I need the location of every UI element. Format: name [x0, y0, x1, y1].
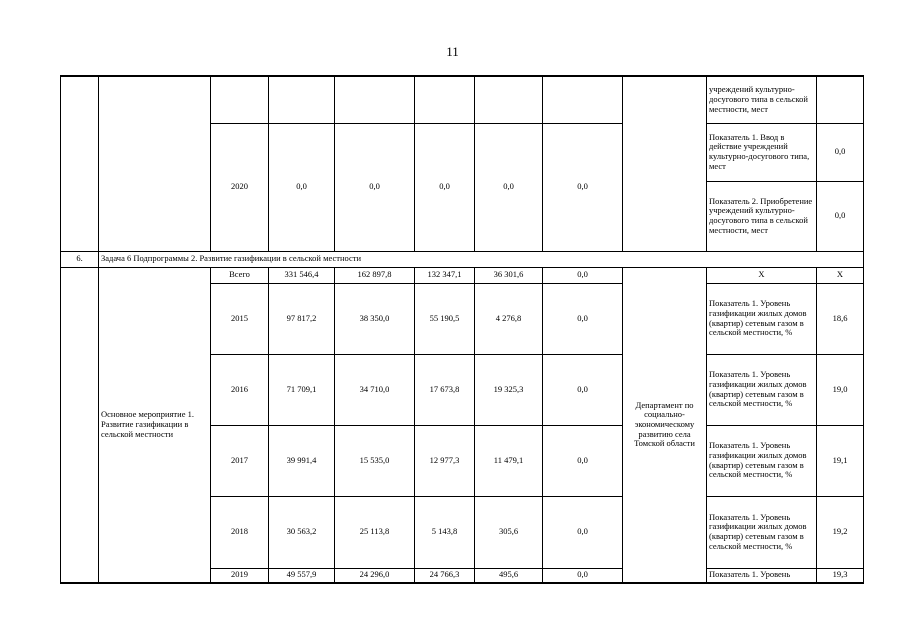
cell-v3: 5 143,8 — [415, 496, 475, 568]
cell-v1: 0,0 — [269, 123, 335, 251]
cell-year: 2015 — [211, 283, 269, 354]
cell-v4: 4 276,8 — [475, 283, 543, 354]
cell-v1: 331 546,4 — [269, 267, 335, 283]
cell-year: 2019 — [211, 568, 269, 583]
cell-v1: 49 557,9 — [269, 568, 335, 583]
cell-v3: 132 347,1 — [415, 267, 475, 283]
cell-indicator: Показатель 1. Уровень газификации жилых домов (квартир) сетевым газом в сельской местности, % — [707, 354, 817, 425]
cell-v2: 38 350,0 — [335, 283, 415, 354]
cell-v3: 55 190,5 — [415, 283, 475, 354]
task-row — [61, 251, 864, 267]
cell-v2: 34 710,0 — [335, 354, 415, 425]
cell-value: 19,2 — [817, 496, 864, 568]
cell-v5: 0,0 — [543, 568, 623, 583]
cell-indicator: Показатель 1. Уровень газификации жилых домов (квартир) сетевым газом в сельской местности, % — [707, 283, 817, 354]
cell-v1 — [269, 76, 335, 123]
cell-v4: 495,6 — [475, 568, 543, 583]
cell-value: 0,0 — [817, 123, 864, 181]
cell-value: Х — [817, 267, 864, 283]
cell-indicator: Показатель 1. Ввод в действие учреждений культурно-досугового типа, мест — [707, 123, 817, 181]
cell-v5: 0,0 — [543, 267, 623, 283]
cell-v2: 0,0 — [335, 123, 415, 251]
cell-value: 19,3 — [817, 568, 864, 583]
cell-v3 — [415, 76, 475, 123]
cell-value: 19,1 — [817, 425, 864, 496]
cell-v2: 162 897,8 — [335, 267, 415, 283]
cell-v3: 24 766,3 — [415, 568, 475, 583]
cell-v2: 15 535,0 — [335, 425, 415, 496]
cell-num — [61, 267, 99, 583]
activity-executor: Департамент по социально-экономическому развитию села Томской области — [623, 267, 707, 583]
cell-v3: 12 977,3 — [415, 425, 475, 496]
cell-value — [817, 76, 864, 123]
cell-year: Всего — [211, 267, 269, 283]
cell-v1: 30 563,2 — [269, 496, 335, 568]
cell-indicator: Показатель 1. Уровень — [707, 568, 817, 583]
cell-v3: 0,0 — [415, 123, 475, 251]
cell-value: 18,6 — [817, 283, 864, 354]
task-number: 6. — [61, 251, 99, 267]
task-title: Задача 6 Подпрограммы 2. Развитие газификации в сельской местности — [99, 251, 864, 267]
cell-indicator: Показатель 2. Приобретение учреждений культурно-досугового типа в сельской местности, мест — [707, 181, 817, 251]
cell-v3: 17 673,8 — [415, 354, 475, 425]
cell-v5: 0,0 — [543, 496, 623, 568]
cell-v4: 19 325,3 — [475, 354, 543, 425]
cell-v2: 25 113,8 — [335, 496, 415, 568]
cell-v2: 24 296,0 — [335, 568, 415, 583]
cell-year: 2018 — [211, 496, 269, 568]
cell-v4: 36 301,6 — [475, 267, 543, 283]
cell-year: 2017 — [211, 425, 269, 496]
cell-v5: 0,0 — [543, 283, 623, 354]
cell-value: 0,0 — [817, 181, 864, 251]
cell-v4: 11 479,1 — [475, 425, 543, 496]
program-table — [60, 75, 864, 584]
cell-v5: 0,0 — [543, 123, 623, 251]
cell-v4: 0,0 — [475, 123, 543, 251]
cell-year: 2020 — [211, 123, 269, 251]
cell-num — [61, 76, 99, 251]
cell-v5 — [543, 76, 623, 123]
cell-v4: 305,6 — [475, 496, 543, 568]
cell-year — [211, 76, 269, 123]
cell-executor — [623, 76, 707, 251]
cell-indicator: учреждений культурно-досугового типа в сельской местности, мест — [707, 76, 817, 123]
cell-v5: 0,0 — [543, 354, 623, 425]
cell-indicator: Х — [707, 267, 817, 283]
activity-name: Основное мероприятие 1. Развитие газификации в сельской местности — [99, 267, 211, 583]
cell-year: 2016 — [211, 354, 269, 425]
cell-v4 — [475, 76, 543, 123]
table-row — [61, 267, 864, 283]
cell-v1: 39 991,4 — [269, 425, 335, 496]
cell-value: 19,0 — [817, 354, 864, 425]
cell-activity — [99, 76, 211, 251]
cell-v1: 71 709,1 — [269, 354, 335, 425]
table-row — [61, 76, 864, 123]
cell-v2 — [335, 76, 415, 123]
cell-v1: 97 817,2 — [269, 283, 335, 354]
page-number: 11 — [446, 44, 459, 59]
cell-v5: 0,0 — [543, 425, 623, 496]
cell-indicator: Показатель 1. Уровень газификации жилых домов (квартир) сетевым газом в сельской местности, % — [707, 496, 817, 568]
cell-indicator: Показатель 1. Уровень газификации жилых домов (квартир) сетевым газом в сельской местности, % — [707, 425, 817, 496]
